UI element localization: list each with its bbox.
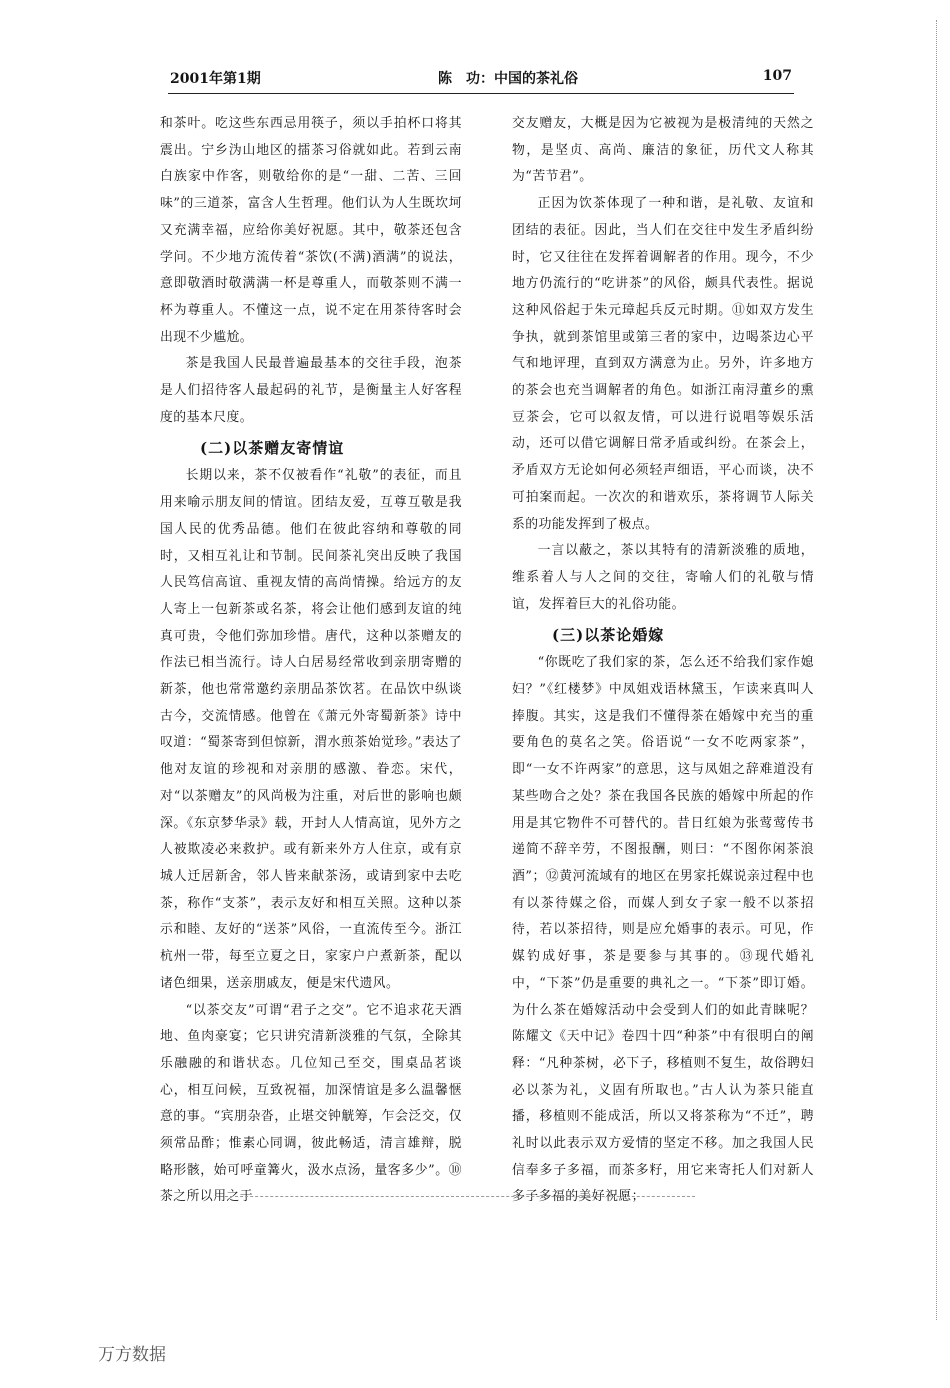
- section-heading: (二)以茶赠友寄情谊: [200, 439, 345, 458]
- article-title-header: 陈 功：中国的茶礼俗: [438, 71, 578, 87]
- footnote-divider: [215, 1196, 695, 1197]
- page-number: 107: [762, 68, 792, 84]
- header-divider: [168, 93, 794, 94]
- paragraph: 和茶叶。吃这些东西忌用筷子，须以手拍杯口将其震出。宁乡沩山地区的擂茶习俗就如此。若到云南白族家中作客，则敬给你的是“一甜、二苦、三回味”的三道茶，富含人生哲理。他们认为人生既坎坷又充满幸福，应给你美好祝愿。其中，敬茶还包含学问。不少地方流传着“茶饮(不满)酒满”的说法，意即敬酒时敬满满一杯是尊重人，而敬茶则不满一杯为尊重人。不懂这一点，说不定在用茶待客时会出现不少尴尬。: [160, 116, 462, 345]
- binding-line: [936, 20, 937, 1320]
- left-column: [160, 111, 462, 1211]
- issue-label: 2001年第1期: [170, 71, 261, 87]
- binding-edge: [924, 0, 950, 1388]
- watermark-text: 万方数据: [98, 1345, 166, 1365]
- right-column: [512, 111, 814, 1211]
- paragraph: 茶是我国人民最普遍最基本的交往手段，泡茶是人们招待客人最起码的礼节，是衡量主人好客程度的基本尺度。: [160, 356, 462, 425]
- section-heading: (三)以茶论婚嫁: [552, 626, 665, 645]
- paragraph: 正因为饮茶体现了一种和谐，是礼敬、友谊和团结的表征。因此，当人们在交往中发生矛盾纠纷时，它又往往在发挥着调解者的作用。现今，不少地方仍流行的“吃讲茶”的风俗，颇具代表性。据说这种风俗起于朱元璋起兵反元时期。⑪如双方发生争执，就到茶馆里或第三者的家中，边喝茶边心平气和地评理，直到双方满意为止。另外，许多地方的茶会也充当调解者的角色。如浙江南浔董乡的熏豆茶会，它可以叙友情，可以进行说唱等娱乐活动，还可以借它调解日常矛盾或纠纷。在茶会上，矛盾双方无论如何必须轻声细语，平心而谈，决不可拍案而起。一次次的和谐欢乐，茶将调节人际关系的功能发挥到了极点。: [512, 196, 814, 532]
- paragraph: 交友赠友，大概是因为它被视为是极清纯的天然之物，是坚贞、高尚、廉洁的象征，历代文人称其为“苦节君”。: [512, 116, 814, 185]
- paragraph: “你既吃了我们家的茶，怎么还不给我们家作媳妇？”《红楼梦》中凤姐戏语林黛玉，乍读来真叫人捧腹。其实，这是我们不懂得茶在婚嫁中充当的重要角色的莫名之笑。俗语说“一女不吃两家茶”，即“一女不许两家”的意思，这与凤姐之辞难道没有某些吻合之处？茶在我国各民族的婚嫁中所起的作用是其它物件不可替代的。昔日红娘为张莺莺传书递简不辞辛劳，不图报酬，则曰：“不图你闲茶浪酒”；⑫黄河流域有的地区在男家托媒说亲过程中也有以茶待媒之俗，而媒人到女子家一般不以茶招待，若以茶招待，则是应允婚事的表示。可见，作媒钓成好事，茶是要参与其事的。⑬现代婚礼中，“下茶”仍是重要的典礼之一。“下茶”即订婚。为什么茶在婚嫁活动中会受到人们的如此青睐呢？陈耀文《天中记》卷四十四“种茶”中有很明白的阐释：“凡种茶树，必下子，移植则不复生，故俗聘妇必以茶为礼，义固有所取也。”古人认为茶只能直播，移植则不能成活，所以又将茶称为“不迁”，聘礼时以此表示双方爱情的坚定不移。加之我国人民信奉多子多福，而茶多籽，用它来寄托人们对新人多子多福的美好祝愿；: [512, 655, 814, 1205]
- paragraph: “以茶交友”可谓“君子之交”。它不追求花天酒地、鱼肉豪宴；它只讲究清新淡雅的气氛，全除其乐融融的和谐状态。几位知己至交，围桌品茗谈心，相互问候，互致祝福，加深情谊是多么温馨惬意的事。“宾朋杂沓，止堪交钟觥筹，乍会泛交，仅须常品酢；惟素心同调，彼此畅适，清言雄辩，脱略形骸，始可呼童篝火，汲水点汤，量客多少”。⑩茶之所以用之于: [160, 1002, 462, 1205]
- running-header: [170, 68, 792, 90]
- paragraph: 一言以蔽之，茶以其特有的清新淡雅的质地，维系着人与人之间的交往，寄喻人们的礼敬与情谊，发挥着巨大的礼俗功能。: [512, 543, 814, 612]
- paragraph: 长期以来，茶不仅被看作“礼敬”的表征，而且用来喻示朋友间的情谊。团结友爱，互尊互敬是我国人民的优秀品德。他们在彼此容纳和尊敬的同时，又相互礼让和节制。民间茶礼突出反映了我国人民笃信高谊、重视友情的高尚情操。给远方的友人寄上一包新茶或名茶，将会让他们感到友谊的纯真可贵，令他们弥加珍惜。唐代，这种以茶赠友的作法已相当流行。诗人白居易经常收到亲朋寄赠的新茶，他也常常邀约亲朋品茶饮茗。在品饮中纵谈古今，交流情感。他曾在《萧元外寄蜀新茶》诗中叹道：“蜀茶寄到但惊新，渭水煎茶始觉珍。”表达了他对友谊的珍视和对亲朋的感激、眷恋。宋代，对“以茶赠友”的风尚极为注重，对后世的影响也颇深。《东京梦华录》载，开封人人情高谊，见外方之人被欺凌必来救护。或有新来外方人住京，或有京城人迁居新舍，邻人皆来献茶汤，或请到家中去吃茶，称作“支茶”，表示友好和相互关照。这种以茶示和睦、友好的“送茶”风俗，一直流传至今。浙江杭州一带，每至立夏之日，家家户户煮新茶，配以诸色细果，送亲朋戚友，便是宋代遗风。: [160, 468, 462, 991]
